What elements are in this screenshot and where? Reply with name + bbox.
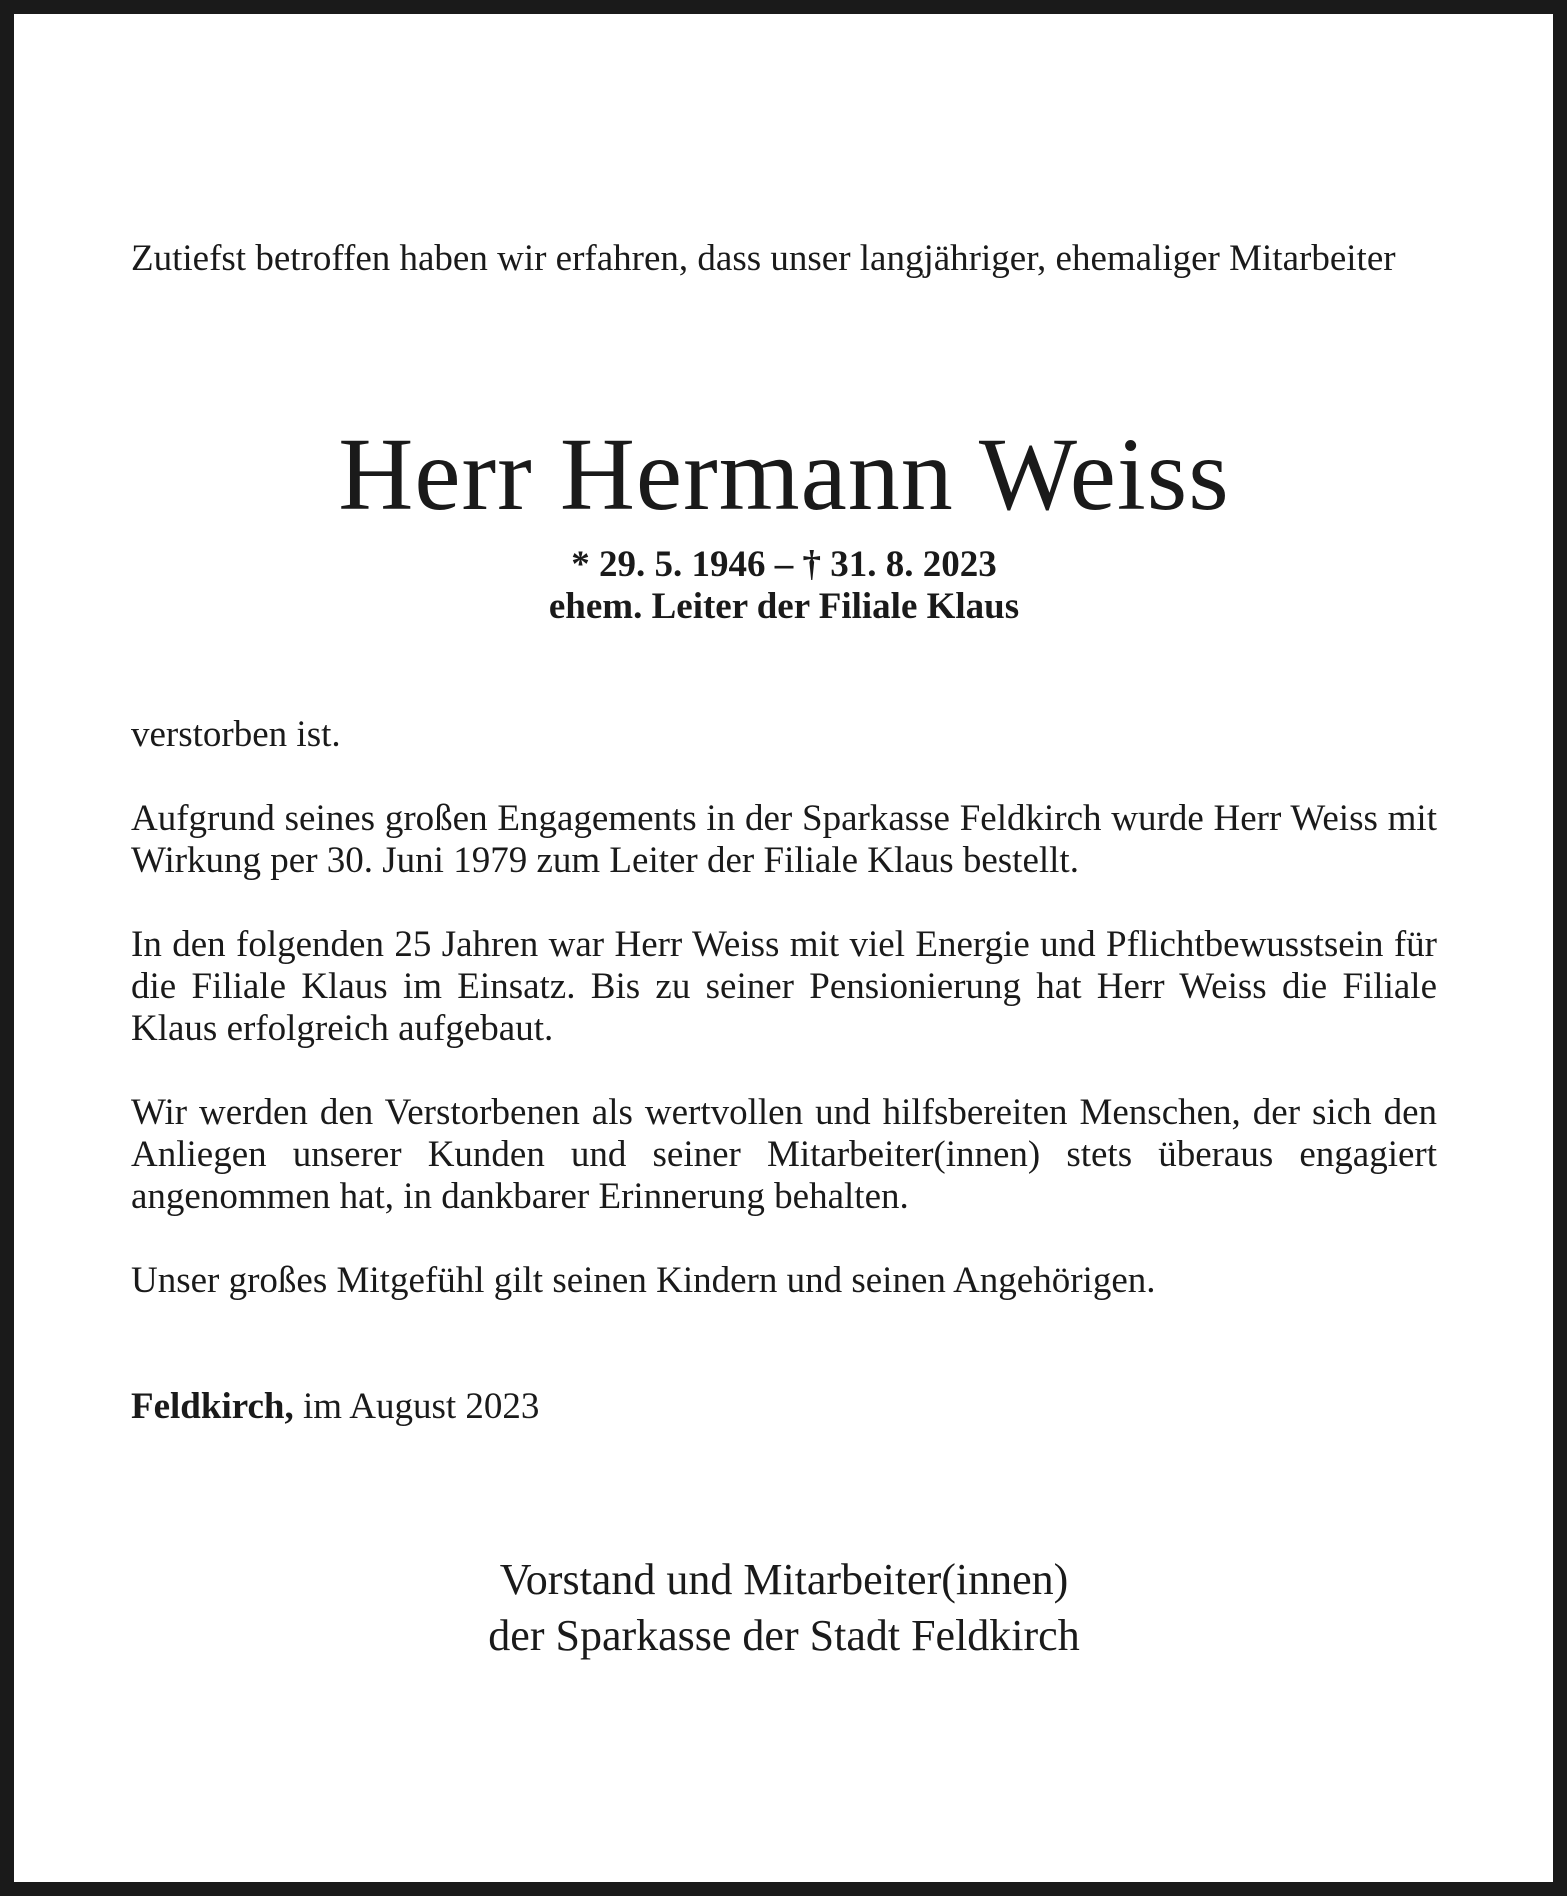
signature-line-2: der Sparkasse der Stadt Feldkirch (488, 1611, 1080, 1660)
signature-block (131, 1552, 1437, 1664)
deceased-name: Herr Hermann Weiss (338, 417, 1230, 532)
paragraph-condolence: Unser großes Mitgefühl gilt seinen Kindern und seinen Angehörigen. (131, 1260, 1156, 1301)
signature-line-1: Vorstand und Mitarbeiter(innen) (499, 1555, 1069, 1604)
place-and-date (131, 1386, 539, 1428)
paragraph-remembrance: Wir werden den Verstorbenen als wertvollen und hilfsbereiten Menschen, der sich den Anliegen unserer Kunden und seiner Mitarbeiter(innen) stets überaus engagiert angenommen hat, in dankbarer Erinnerung behalten. (131, 1092, 1437, 1217)
life-dates: * 29. 5. 1946 – † 31. 8. 2023 (571, 544, 997, 585)
former-role: ehem. Leiter der Filiale Klaus (548, 586, 1020, 627)
paragraph-appointment: Aufgrund seines großen Engagements in der Sparkasse Feldkirch wurde Herr Weiss mit Wirkung per 30. Juni 1979 zum Leiter der Filiale Klaus bestellt. (131, 798, 1437, 881)
intro-text: Zutiefst betroffen haben wir erfahren, dass unser langjähriger, ehemaliger Mitarbeiter (131, 238, 1396, 279)
paragraph-service: In den folgenden 25 Jahren war Herr Weiss mit viel Energie und Pflichtbewusstsein für die Filiale Klaus im Einsatz. Bis zu seiner Pensionierung hat Herr Weiss die Filiale Klaus erfolgreich aufgebaut. (131, 924, 1437, 1049)
date-text: im August 2023 (293, 1386, 540, 1427)
paragraph-deceased: verstorben ist. (131, 714, 341, 755)
place-name: Feldkirch, (131, 1386, 294, 1427)
